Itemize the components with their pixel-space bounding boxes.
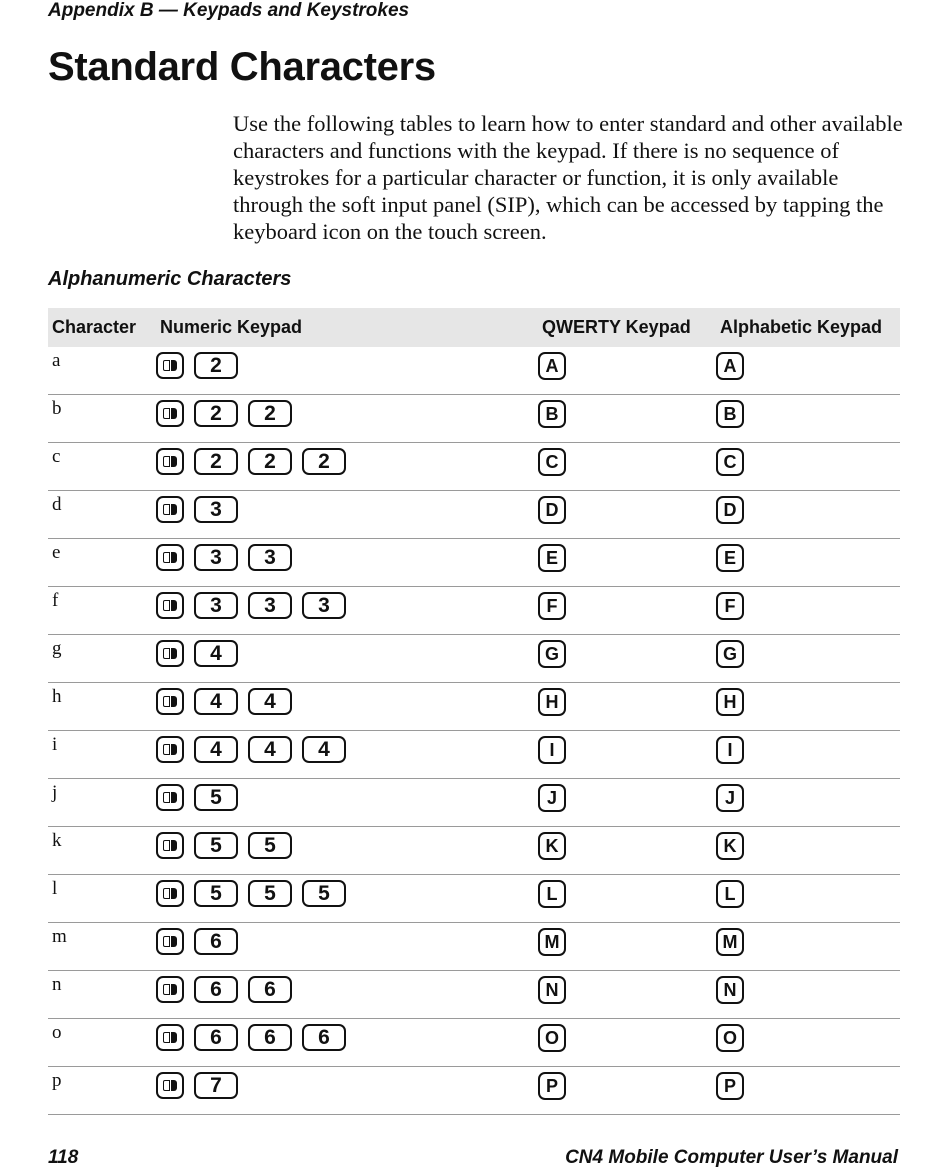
orange-function-key-icon [156,496,184,523]
numeric-key-icon: 2 [194,352,238,379]
qwerty-keypad-cell [538,779,716,827]
table-row [48,731,900,779]
qwerty-keypad-cell [538,443,716,491]
qwerty-keypad-cell [538,923,716,971]
numeric-key-icon: 4 [248,736,292,763]
qwerty-keypad-cell [538,491,716,539]
numeric-key-icon: 4 [194,736,238,763]
table-row [48,635,900,683]
numeric-keypad-cell [156,635,538,683]
character-cell: p [48,1067,156,1115]
numeric-keypad-cell [156,587,538,635]
numeric-key-icon: 2 [194,448,238,475]
numeric-key-icon: 3 [248,592,292,619]
qwerty-key-icon: N [538,976,566,1004]
numeric-key-icon: 6 [194,976,238,1003]
numeric-key-sequence [156,1067,538,1099]
intro-paragraph: Use the following tables to learn how to enter standard and other available characters and functions with the keypad. If there is no sequence of keystrokes for a particular character or function, it is only available through the soft input panel (SIP), which can be accessed by tapping the keyboard icon on the touch screen. [233,111,903,244]
table-row [48,347,900,395]
numeric-key-icon: 2 [194,400,238,427]
alphabetic-key-sequence [716,395,900,428]
numeric-keypad-cell [156,971,538,1019]
numeric-key-sequence [156,731,538,763]
table-header [48,308,900,347]
numeric-keypad-cell [156,1019,538,1067]
alphabetic-keypad-cell [716,731,900,779]
alphabetic-key-sequence [716,587,900,620]
table-row [48,443,900,491]
qwerty-key-icon: K [538,832,566,860]
alphabetic-key-sequence [716,875,900,908]
numeric-key-sequence [156,587,538,619]
alphabetic-key-icon: L [716,880,744,908]
numeric-keypad-cell [156,395,538,443]
alphabetic-key-icon: H [716,688,744,716]
qwerty-key-icon: M [538,928,566,956]
qwerty-key-icon: O [538,1024,566,1052]
numeric-key-icon: 2 [248,448,292,475]
alphabetic-key-icon: J [716,784,744,812]
qwerty-key-icon: P [538,1072,566,1100]
orange-function-key-icon [156,736,184,763]
numeric-key-icon: 5 [194,832,238,859]
table-row [48,827,900,875]
qwerty-keypad-cell [538,827,716,875]
table-row [48,1067,900,1115]
qwerty-keypad-cell [538,635,716,683]
page-title: Standard Characters [48,45,436,89]
orange-function-key-icon [156,544,184,571]
numeric-key-icon: 4 [248,688,292,715]
numeric-key-icon: 5 [248,880,292,907]
orange-function-key-icon [156,352,184,379]
orange-function-key-icon [156,1072,184,1099]
numeric-keypad-cell [156,443,538,491]
alphabetic-key-sequence [716,1067,900,1100]
numeric-key-sequence [156,779,538,811]
qwerty-keypad-cell [538,1067,716,1115]
numeric-key-sequence [156,539,538,571]
alphabetic-key-sequence [716,635,900,668]
numeric-key-sequence [156,971,538,1003]
numeric-key-sequence [156,827,538,859]
alphabetic-key-sequence [716,1019,900,1052]
qwerty-keypad-cell [538,347,716,395]
function-key-glyph [163,1032,177,1043]
qwerty-key-icon: I [538,736,566,764]
orange-function-key-icon [156,688,184,715]
qwerty-key-sequence [538,1019,716,1052]
character-cell: g [48,635,156,683]
table-row [48,395,900,443]
character-cell: b [48,395,156,443]
qwerty-key-icon: G [538,640,566,668]
function-key-glyph [163,984,177,995]
numeric-keypad-cell [156,731,538,779]
qwerty-key-icon: F [538,592,566,620]
numeric-key-icon: 4 [302,736,346,763]
numeric-key-icon: 2 [302,448,346,475]
character-cell: k [48,827,156,875]
qwerty-keypad-cell [538,731,716,779]
alphabetic-key-sequence [716,443,900,476]
alphabetic-keypad-cell [716,683,900,731]
function-key-glyph [163,936,177,947]
numeric-key-sequence [156,443,538,475]
character-cell: f [48,587,156,635]
numeric-key-sequence [156,923,538,955]
numeric-key-icon: 6 [194,1024,238,1051]
table-row [48,491,900,539]
numeric-key-icon: 5 [302,880,346,907]
numeric-keypad-cell [156,347,538,395]
character-cell: i [48,731,156,779]
alphabetic-key-icon: N [716,976,744,1004]
function-key-glyph [163,552,177,563]
numeric-key-icon: 3 [248,544,292,571]
qwerty-key-sequence [538,827,716,860]
character-cell: j [48,779,156,827]
function-key-glyph [163,408,177,419]
numeric-keypad-cell [156,827,538,875]
qwerty-key-icon: H [538,688,566,716]
numeric-keypad-cell [156,491,538,539]
numeric-key-icon: 2 [248,400,292,427]
orange-function-key-icon [156,976,184,1003]
qwerty-key-icon: J [538,784,566,812]
qwerty-key-sequence [538,587,716,620]
alphabetic-key-sequence [716,827,900,860]
function-key-glyph [163,360,177,371]
character-cell: l [48,875,156,923]
table-row [48,875,900,923]
qwerty-key-sequence [538,779,716,812]
function-key-glyph [163,504,177,515]
table-row [48,1019,900,1067]
alphabetic-key-sequence [716,971,900,1004]
table-row [48,779,900,827]
qwerty-key-sequence [538,683,716,716]
numeric-keypad-cell [156,779,538,827]
function-key-glyph [163,744,177,755]
alphabetic-keypad-cell [716,443,900,491]
qwerty-key-icon: E [538,544,566,572]
qwerty-key-sequence [538,635,716,668]
orange-function-key-icon [156,448,184,475]
qwerty-key-sequence [538,491,716,524]
alphabetic-key-sequence [716,347,900,380]
qwerty-keypad-cell [538,1019,716,1067]
table-row [48,683,900,731]
orange-function-key-icon [156,1024,184,1051]
running-head: Appendix B — Keypads and Keystrokes [48,0,410,21]
numeric-key-icon: 5 [194,784,238,811]
character-cell: o [48,1019,156,1067]
function-key-glyph [163,456,177,467]
qwerty-keypad-cell [538,539,716,587]
alphabetic-keypad-cell [716,587,900,635]
qwerty-key-sequence [538,443,716,476]
alphabetic-key-sequence [716,539,900,572]
qwerty-key-sequence [538,971,716,1004]
alphabetic-key-icon: P [716,1072,744,1100]
numeric-key-sequence [156,395,538,427]
alphabetic-key-icon: G [716,640,744,668]
numeric-key-icon: 6 [248,976,292,1003]
qwerty-key-sequence [538,731,716,764]
character-cell: c [48,443,156,491]
keystroke-table [48,308,900,1115]
qwerty-key-icon: C [538,448,566,476]
character-cell: a [48,347,156,395]
alphabetic-key-icon: C [716,448,744,476]
alphabetic-key-sequence [716,731,900,764]
character-cell: n [48,971,156,1019]
numeric-key-icon: 3 [194,496,238,523]
table-body [48,347,900,1115]
qwerty-key-sequence [538,1067,716,1100]
alphabetic-keypad-cell [716,491,900,539]
numeric-key-sequence [156,683,538,715]
numeric-key-icon: 3 [194,544,238,571]
alphabetic-keypad-cell [716,1067,900,1115]
function-key-glyph [163,648,177,659]
numeric-key-icon: 3 [194,592,238,619]
alphabetic-keypad-cell [716,779,900,827]
qwerty-key-icon: B [538,400,566,428]
alphabetic-keypad-cell [716,1019,900,1067]
numeric-key-icon: 3 [302,592,346,619]
numeric-keypad-cell [156,683,538,731]
alphabetic-key-icon: A [716,352,744,380]
alphabetic-keypad-cell [716,635,900,683]
table-row [48,539,900,587]
function-key-glyph [163,840,177,851]
alphabetic-key-icon: E [716,544,744,572]
qwerty-keypad-cell [538,971,716,1019]
qwerty-keypad-cell [538,875,716,923]
alphabetic-key-sequence [716,491,900,524]
column-header-qwerty-keypad: QWERTY Keypad [538,308,716,347]
qwerty-key-sequence [538,347,716,380]
alphabetic-key-icon: F [716,592,744,620]
alphabetic-keypad-cell [716,923,900,971]
numeric-key-sequence [156,491,538,523]
function-key-glyph [163,1080,177,1091]
alphabetic-keypad-cell [716,875,900,923]
alphabetic-key-icon: I [716,736,744,764]
numeric-keypad-cell [156,1067,538,1115]
page-number: 118 [48,1147,79,1168]
table-row [48,923,900,971]
qwerty-key-icon: A [538,352,566,380]
qwerty-key-icon: D [538,496,566,524]
function-key-glyph [163,600,177,611]
alphabetic-key-sequence [716,683,900,716]
table-row [48,971,900,1019]
alphabetic-keypad-cell [716,827,900,875]
numeric-key-icon: 5 [194,880,238,907]
numeric-key-icon: 4 [194,688,238,715]
numeric-key-icon: 4 [194,640,238,667]
alphabetic-key-icon: K [716,832,744,860]
alphabetic-key-sequence [716,923,900,956]
character-cell: m [48,923,156,971]
alphabetic-keypad-cell [716,971,900,1019]
function-key-glyph [163,696,177,707]
numeric-key-icon: 6 [194,928,238,955]
column-header-character: Character [48,308,156,347]
numeric-keypad-cell [156,539,538,587]
orange-function-key-icon [156,928,184,955]
alphabetic-keypad-cell [716,395,900,443]
qwerty-key-sequence [538,875,716,908]
function-key-glyph [163,792,177,803]
orange-function-key-icon [156,880,184,907]
orange-function-key-icon [156,640,184,667]
qwerty-key-sequence [538,395,716,428]
alphabetic-keypad-cell [716,539,900,587]
column-header-numeric-keypad: Numeric Keypad [156,308,538,347]
alphabetic-key-icon: B [716,400,744,428]
qwerty-keypad-cell [538,587,716,635]
orange-function-key-icon [156,832,184,859]
character-cell: e [48,539,156,587]
numeric-key-sequence [156,1019,538,1051]
numeric-key-sequence [156,875,538,907]
numeric-key-icon: 5 [248,832,292,859]
column-header-alphabetic-keypad: Alphabetic Keypad [716,308,900,347]
numeric-key-icon: 7 [194,1072,238,1099]
numeric-key-icon: 6 [248,1024,292,1051]
numeric-keypad-cell [156,923,538,971]
function-key-glyph [163,888,177,899]
character-cell: d [48,491,156,539]
orange-function-key-icon [156,400,184,427]
qwerty-key-sequence [538,539,716,572]
alphabetic-key-sequence [716,779,900,812]
numeric-key-sequence [156,347,538,379]
alphabetic-key-icon: M [716,928,744,956]
qwerty-key-sequence [538,923,716,956]
numeric-keypad-cell [156,875,538,923]
section-heading: Alphanumeric Characters [48,268,292,290]
character-cell: h [48,683,156,731]
qwerty-key-icon: L [538,880,566,908]
table-row [48,587,900,635]
orange-function-key-icon [156,784,184,811]
manual-title: CN4 Mobile Computer User’s Manual [565,1147,898,1168]
alphabetic-key-icon: D [716,496,744,524]
orange-function-key-icon [156,592,184,619]
numeric-key-sequence [156,635,538,667]
qwerty-keypad-cell [538,683,716,731]
qwerty-keypad-cell [538,395,716,443]
alphabetic-keypad-cell [716,347,900,395]
alphabetic-key-icon: O [716,1024,744,1052]
numeric-key-icon: 6 [302,1024,346,1051]
